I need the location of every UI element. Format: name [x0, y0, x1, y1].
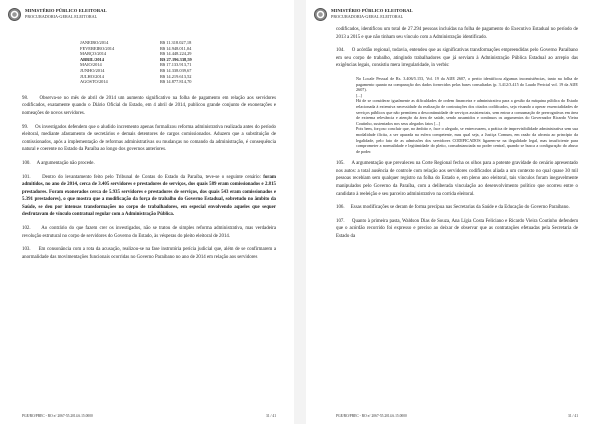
value-cell: R$ 14.877.814,70	[160, 79, 192, 85]
paragraph	[336, 218, 578, 241]
month-cell: AGOSTO/2014	[80, 79, 108, 85]
month-cell: FEVEREIRO/2014	[80, 45, 115, 51]
value-cell: R$ 14.338.039,67	[160, 67, 192, 73]
page-header	[314, 8, 592, 24]
month-cell: MARÇO/2014	[80, 51, 107, 57]
value-cell: R$ 17.133.913,71	[160, 62, 192, 68]
page-footer	[22, 414, 276, 418]
paragraph	[22, 95, 276, 118]
paragraph-list	[22, 95, 276, 262]
quote-paragraph: No Locale Pesssal de Rs. 3.406/5.153, Vol. 19 da AIJE 2607, o perito identificou algumas inconsistências, tanto na folha de pagamento quanto na comparação dos dados fornecidos pelas bases consultadas (p. 3.412/3.415 do Laudo Pericial vol. 19 da AIJE 2607).	[356, 75, 578, 93]
office-name: PROCURADORIA-GERAL ELEITORAL	[331, 14, 404, 19]
paragraph	[336, 26, 578, 41]
paragraph-emphasis: foram admitidos, no ano de 2014, cerca de 3.405 servidores e prestadores de serviços, dos quais 589 eram comissionados e 2.815 prestadores. Foram exonerados cerca de 5.935 servidores e prestadores de serviços, dos quais 543 eram comissionados e 5.391 prestadores), o que mostra que a modificação da força de trabalho do Governo Estadual, sobretudo no âmbito da Saúde, se deu por intensas transformações no corpo de trabalhadores, em especial envolvendo aqueles que sequer desfrutavam de vínculo contratual regular com a Administração Pública.	[22, 174, 276, 218]
paragraph-text: 106. Essas modificações se deram de forma precípua nas Secretarias da Saúde e da Educação do Governo Paraibano.	[336, 205, 570, 211]
paragraph-text: 100. A argumentação não procede.	[22, 160, 95, 166]
payroll-table	[80, 40, 276, 85]
page-body	[336, 26, 578, 247]
value-cell: R$ 14.448.224,29	[160, 51, 192, 57]
quote-paragraph: Pois bem, forçoso concluir que, no âmbito e, face o alegado, se entrecruzem, a prática de imprevisibilidade administrativa sem sua modalidade ilícita, a ser apurada na esfera competente, mas qual seja, a Justiça Comum, em razão da afronta ao princípio da legalidade, pelo fato de as admissões dos servidores CODIFICADOS ligarem-se na ilegalidade legal, mas insuficiente para comprometer a normalidade e legitimidade do pleito, consubstanciada no poder central, quando se busca a configuração do abuso de poder.	[356, 126, 578, 154]
document-page-left	[0, 0, 294, 424]
paragraph	[22, 160, 276, 168]
page-gutter	[294, 0, 306, 424]
table-row	[80, 79, 276, 85]
coat-of-arms-icon	[8, 8, 21, 21]
month-cell: ABRIL/2014	[80, 56, 104, 62]
paragraph	[336, 160, 578, 198]
paragraph	[22, 124, 276, 154]
office-name: PROCURADORIA-GERAL ELEITORAL	[25, 14, 98, 19]
paragraph	[22, 174, 276, 220]
quote-paragraph: [...]	[356, 92, 362, 98]
quote-paragraph: Há de se considerar igualmente as dificuldades de ordem financeira e administrativa para a gestão da máquina pública do Estado relacionada à extensiva necessidade da realização de contratações dos citados codificados, seja visando a operar essencialidades de serviços públicos que não permitem a descontinuidade de serviços assistenciais, sem entrar a consumação de prerrogativas em área de extrema relevância e atenção da área de saúde, sendo assumidos e contínuos os argumentos do Governador Ricardo Vieira Coutinho, sustentados nos seus alegados fatos [...]	[356, 98, 578, 126]
paragraph	[22, 225, 276, 240]
coat-of-arms-icon	[314, 8, 327, 21]
institution-name: MINISTÉRIO PÚBLICO ELEITORAL	[331, 8, 413, 13]
footer-page-number: 31 / 41	[568, 414, 578, 418]
paragraph-text: 107. Quanto à primeira pasta, Waldson Dias de Souza, Ana Lígia Costa Feliciano e Ricardo Vieira Coutinho defendem que o acórdão recorrido foi expresso e preciso ao deixar de observar que as contratações efetuadas pela Secretaria de Estado da	[336, 218, 578, 240]
page-footer	[336, 414, 578, 418]
month-cell: JUNHO/2014	[80, 67, 105, 73]
paragraph-text: 104. O acórdão regional, todavia, entendeu que as significativas transformações empreendidas pelo Governo Paraibano em seu corpo de trabalho, atingindo trabalhadores que já serviam à Administração Pública Estadual ao arrepio das exigências legais, consistiu mera irregularidade, in verbis:	[336, 48, 578, 69]
page-header	[8, 8, 286, 24]
paragraph	[22, 246, 276, 261]
paragraph-text: 101. Dentro do levantamento feito pelo Tribunal de Contas do Estado da Paraíba, teve-se o seguinte cenário:	[22, 174, 264, 180]
institution-name: MINISTÉRIO PÚBLICO ELEITORAL	[25, 8, 107, 13]
paragraph	[336, 47, 578, 70]
footer-page-number: 31 / 41	[266, 414, 276, 418]
month-cell: JANEIRO/2014	[80, 40, 109, 45]
block-quote	[356, 76, 578, 154]
footer-case-number: PGE/RO/PBEC - RO nº 2067-55.2014.6.15.0000	[22, 414, 93, 418]
value-cell: R$ 27.196.338,59	[160, 56, 192, 62]
value-cell: R$ 14.948.011,04	[160, 45, 192, 51]
footer-case-number: PGE/RO/PBEC - RO nº 2067-55.2014.6.15.0000	[336, 414, 407, 418]
paragraph	[336, 204, 578, 212]
paragraph-list	[336, 160, 578, 240]
month-cell: JULHO/2014	[80, 73, 104, 79]
document-page-right	[306, 0, 600, 424]
paragraph-text: 99. Os investigados defendem que o aludido incremento apenas formalizou reforma administrativa realizada antes do período eleitoral, mediante afastamento de secretários e demais detentores de cargos comissionados. Aduzem que a substituição de comissionados, após a implementação de reformas administrativas ou mudanças no comando da administração, é consequência natural e coerente no Estado da Paraíba ao longo dos governos anteriores.	[22, 124, 276, 153]
paragraph-text: 98. Observa-se no mês de abril de 2014 um aumento significativo na folha de pagamento em relação aos servidores codificados, exatamente quando o Diário Oficial do Estado, em 4 abril de 2014, publicou grande conjunto de exonerações e nomeações de novos servidores.	[22, 95, 276, 116]
paragraph-text: 103. Em consonância com a rota da acusação, realizou-se na fase instrutória perícia judicial que, além de se confirmarem a anormalidade das movimentações funcionais ocorridas no Governo Paraibano no ano de 2014 em relação aos servidores	[22, 247, 276, 260]
month-cell: MAIO/2014	[80, 62, 102, 68]
paragraph-text: codificados, identificou um total de 27.294 pessoas incluídas na folha de pagamento do Executivo Estadual no período de 2013 a 2015 e que não tinham seu vínculo com a Administração identificado.	[336, 27, 578, 40]
paragraph-text: 105. A argumentação que prevaleceu na Corte Regional fecha os olhos para a potente gravidade do cenário apresentado nos autos: a total ausência de controle com relação aos servidores codificados aliada a um contexto no qual quase 30 mil pessoas recebiam sem qualquer registro na folha do Estado e, em pleno ano eleitoral, tais vínculos foram inegavelmente manipulados pelo Governo da Paraíba, com a deliberada vinculação ao desenvolvimento político que ocorreu entre o candidato à reeleição e seu parceiro administrativo na corrida eleitoral.	[336, 161, 578, 197]
paragraph-list	[336, 26, 578, 70]
value-cell: R$ 11.318.027,18	[160, 40, 192, 45]
paragraph-text: 102. Ao contrário do que fazem crer os investigados, não se tratou de simples reforma administrativa, mas verdadeira revolução estrutural no corpo de servidores do Governo do Estado, às vésperas do pleito eleitoral de 2014.	[22, 226, 276, 239]
value-cell: R$ 14.219.613,52	[160, 73, 192, 79]
page-body	[22, 26, 276, 267]
